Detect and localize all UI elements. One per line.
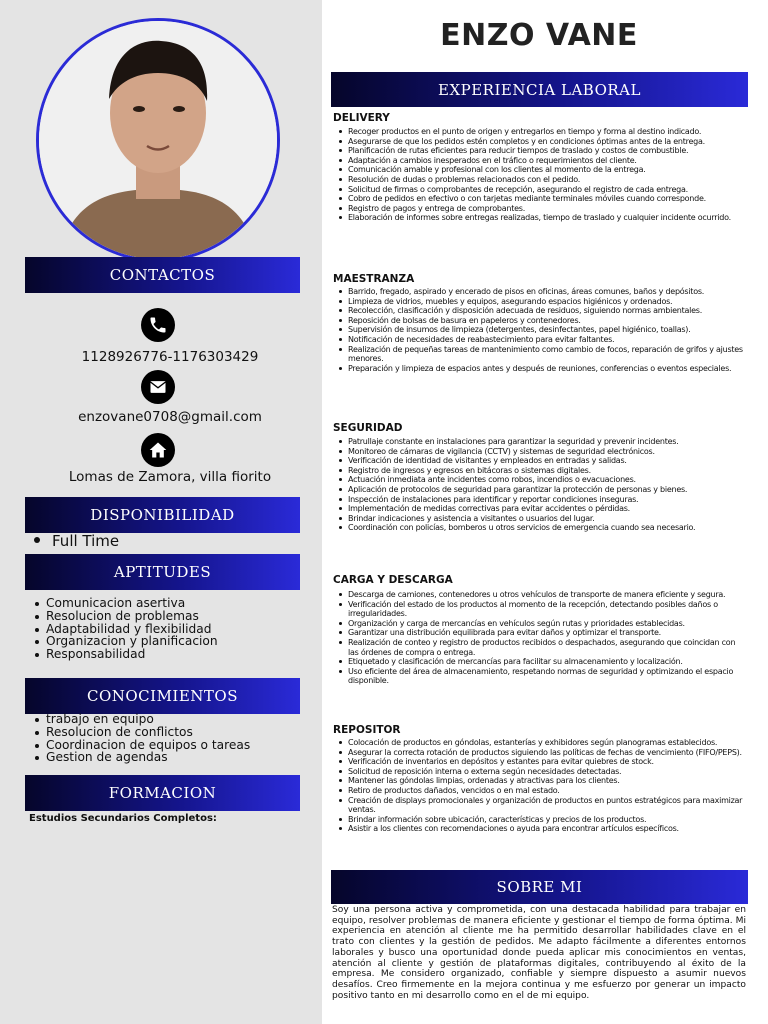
list-item: Registro de ingresos y egresos en bitácoras o sistemas digitales.	[348, 466, 748, 476]
list-item: Resolucion de conflictos	[46, 726, 250, 739]
list-item: Supervisión de insumos de limpieza (detergentes, desinfectantes, papel higiénico, toallas).	[348, 325, 748, 335]
location-text: Lomas de Zamora, villa fiorito	[68, 469, 272, 485]
list-item: Etiquetado y clasificación de mercancías para facilitar su almacenamiento y localización.	[348, 657, 748, 667]
list-item: Adaptabilidad y flexibilidad	[46, 623, 218, 636]
aptitudes-list	[46, 597, 218, 661]
list-item: Colocación de productos en góndolas, estanterías y exhibidores según planogramas establecidos.	[348, 738, 748, 748]
disponibilidad-heading: DISPONIBILIDAD	[25, 497, 300, 533]
list-item: Descarga de camiones, contenedores u otros vehículos de transporte de manera eficiente y segura.	[348, 590, 748, 600]
section-title-carga: CARGA Y DESCARGA	[333, 574, 453, 586]
list-item: Preparación y limpieza de espacios antes y después de reuniones, conferencias o eventos especiales.	[348, 364, 748, 374]
list-item: Comunicacion asertiva	[46, 597, 218, 610]
phone-icon	[141, 308, 175, 342]
list-item: Adaptación a cambios inesperados en el tráfico o requerimientos del cliente.	[348, 156, 748, 166]
delivery-list	[348, 127, 748, 223]
list-item: Asegurarse de que los pedidos estén completos y en condiciones óptimas antes de la entrega.	[348, 137, 748, 147]
list-item: Recoger productos en el punto de origen y entregarlos en tiempo y forma al destino indicado.	[348, 127, 748, 137]
list-item: Comunicación amable y profesional con los clientes al momento de la entrega.	[348, 165, 748, 175]
list-item: Patrullaje constante en instalaciones para garantizar la seguridad y prevenir incidentes.	[348, 437, 748, 447]
home-icon	[141, 433, 175, 467]
list-item: Inspección de instalaciones para identificar y reportar condiciones inseguras.	[348, 495, 748, 505]
section-title-seguridad: SEGURIDAD	[333, 422, 403, 434]
conocimientos-heading: CONOCIMIENTOS	[25, 678, 300, 714]
list-item: Responsabilidad	[46, 648, 218, 661]
list-item: Registro de pagos y entrega de comprobantes.	[348, 204, 748, 214]
list-item: Coordinacion de equipos o tareas	[46, 737, 251, 752]
list-item: Elaboración de informes sobre entregas realizadas, tiempo de traslado y cualquier incidente ocurrido.	[348, 213, 748, 223]
conocimientos-list	[46, 713, 250, 764]
maestranza-list	[348, 287, 748, 373]
list-item: Asegurar la correcta rotación de productos siguiendo las políticas de fechas de vencimiento (FIFO/PEPS).	[348, 748, 748, 758]
list-item: Actuación inmediata ante incidentes como robos, incendios o evacuaciones.	[348, 475, 748, 485]
section-title-maestranza: MAESTRANZA	[333, 273, 415, 285]
list-item: Gestion de agendas	[46, 751, 250, 764]
list-item: Organización y carga de mercancías en vehículos según rutas y prioridades establecidas.	[348, 619, 748, 629]
section-title-delivery: DELIVERY	[333, 112, 390, 124]
list-item: trabajo en equipo	[46, 713, 250, 726]
list-item: Reposición de bolsas de basura en papeleros y contenedores.	[348, 316, 748, 326]
list-item: Creación de displays promocionales y organización de productos en puntos estratégicos para maximizar ventas.	[348, 796, 748, 815]
list-item: Solicitud de reposición interna o externa según necesidades detectadas.	[348, 767, 748, 777]
list-item: Monitoreo de cámaras de vigilancia (CCTV) y sistemas de seguridad electrónicos.	[348, 447, 748, 457]
experiencia-heading: EXPERIENCIA LABORAL	[331, 72, 748, 107]
section-title-repositor: REPOSITOR	[333, 724, 401, 736]
email-icon	[141, 370, 175, 404]
list-item: Coordinación con policías, bomberos u otros servicios de emergencia cuando sea necesario.	[348, 523, 748, 533]
sobre-mi-heading: SOBRE MI	[331, 870, 748, 904]
disponibilidad-text: Full Time	[52, 532, 120, 550]
sobre-mi-text: Soy una persona activa y comprometida, con una destacada habilidad para trabajar en equipo, resolver problemas de manera eficiente y gestionar el tiempo de forma óptima. Mi experiencia en atención al cliente me ha permitido desarrollar habilidades clave en el trato con clientes y la gestión de pedidos. Me adapto fácilmente a diferentes entornos laborales y busco una oportunidad donde pueda aplicar mis conocimientos en ventas, atención al cliente y gestión de plataformas digitales, contribuyendo al éxito de la empresa. Me considero organizado, confiable y siempre dispuesto a asumir nuevos desafíos. Creo firmemente en la mejora continua y me esfuerzo por generar un impacto positivo tanto en mi desarrollo como en el de mi equipo.	[332, 905, 746, 1001]
list-item: Organizacion y planificacion	[46, 634, 218, 649]
list-item: Asistir a los clientes con recomendaciones o ayuda para encontrar artículos específicos.	[348, 824, 748, 834]
list-item: Cobro de pedidos en efectivo o con tarjetas mediante terminales móviles cuando corresponde.	[348, 194, 748, 204]
list-item: Brindar indicaciones y asistencia a visitantes o usuarios del lugar.	[348, 514, 748, 524]
list-item: Recolección, clasificación y disposición adecuada de residuos, siguiendo normas ambientales.	[348, 306, 748, 316]
list-item: Verificación de inventarios en depósitos y estantes para evitar quiebres de stock.	[348, 757, 748, 767]
list-item: Implementación de medidas correctivas para evitar accidentes o pérdidas.	[348, 504, 748, 514]
formacion-text: Estudios Secundarios Completos:	[29, 813, 217, 824]
list-item: Garantizar una distribución equilibrada para evitar daños y optimizar el transporte.	[348, 628, 748, 638]
list-item: Realización de conteo y registro de productos recibidos o despachados, asegurando que coincidan con las órdenes de compra o entrega.	[348, 638, 748, 657]
phone-number: 1128926776-1176303429	[81, 349, 259, 365]
list-item: Realización de pequeñas tareas de mantenimiento como cambio de focos, reparación de grifos y ajustes menores.	[348, 345, 748, 364]
list-item: Barrido, fregado, aspirado y encerado de pisos en oficinas, áreas comunes, baños y depósitos.	[348, 287, 748, 297]
formacion-heading: FORMACION	[25, 775, 300, 811]
list-item: Mantener las góndolas limpias, ordenadas y atractivas para los clientes.	[348, 776, 748, 786]
list-item: Planificación de rutas eficientes para reducir tiempos de traslado y costos de combustible.	[348, 146, 748, 156]
aptitudes-heading: APTITUDES	[25, 554, 300, 590]
list-item: Uso eficiente del área de almacenamiento, respetando normas de seguridad y optimizando el espacio disponible.	[348, 667, 748, 686]
list-item: Verificación de identidad de visitantes y empleados en entradas y salidas.	[348, 456, 748, 466]
email-address: enzovane0708@gmail.com	[78, 409, 262, 425]
sidebar	[0, 0, 322, 1024]
list-item: Brindar información sobre ubicación, características y precios de los productos.	[348, 815, 748, 825]
list-item: Aplicación de protocolos de seguridad para garantizar la protección de personas y bienes.	[348, 485, 748, 495]
list-item: Retiro de productos dañados, vencidos o en mal estado.	[348, 786, 748, 796]
list-item: Resolucion de problemas	[46, 610, 218, 623]
list-item: Notificación de necesidades de reabastecimiento para evitar faltantes.	[348, 335, 748, 345]
repositor-list	[348, 738, 748, 834]
list-item: Resolución de dudas o problemas relacionados con el pedido.	[348, 175, 748, 185]
list-item: Solicitud de firmas o comprobantes de recepción, asegurando el registro de cada entrega.	[348, 185, 748, 195]
contactos-heading: CONTACTOS	[25, 257, 300, 293]
disponibilidad-value	[34, 532, 119, 550]
candidate-name: ENZO VANE	[440, 18, 638, 53]
list-item: Verificación del estado de los productos al momento de la recepción, detectando posibles daños o irregularidades.	[348, 600, 748, 619]
seguridad-list	[348, 437, 748, 533]
profile-photo	[36, 18, 280, 262]
list-item: Limpieza de vidrios, muebles y equipos, asegurando espacios higiénicos y ordenados.	[348, 297, 748, 307]
carga-list	[348, 590, 748, 686]
